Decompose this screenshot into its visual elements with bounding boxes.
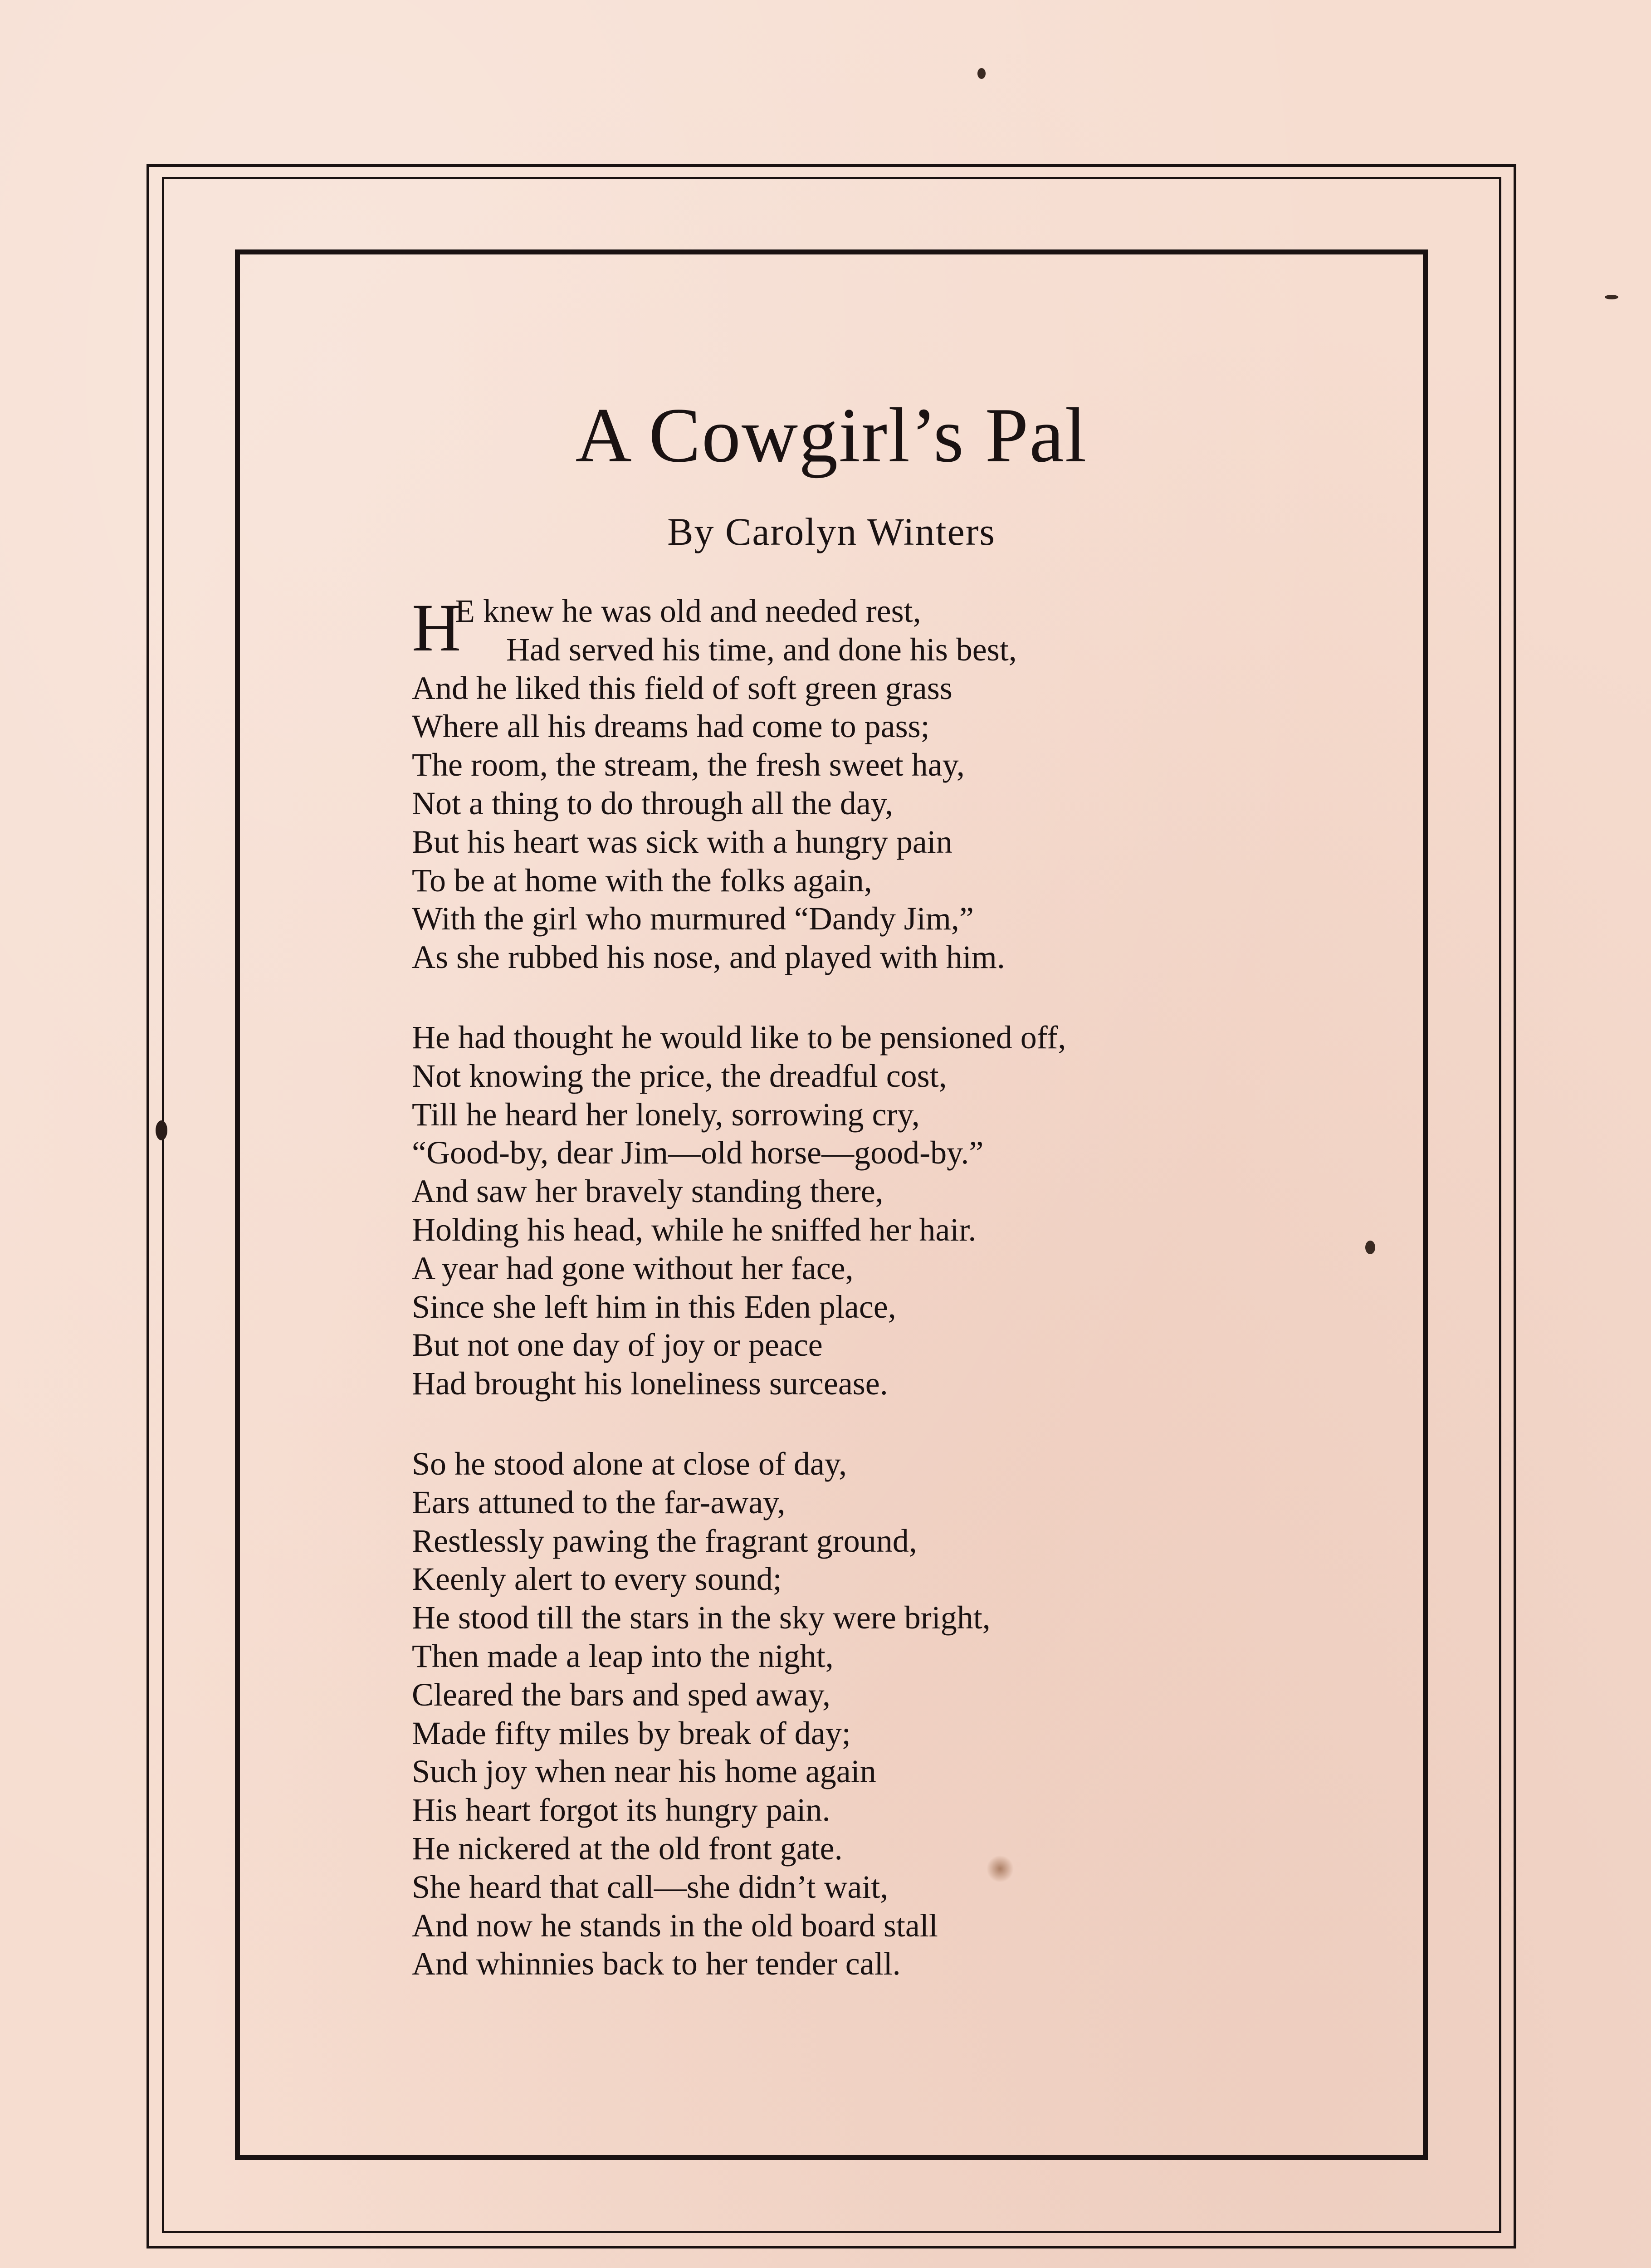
poem-line: Holding his head, while he sniffed her hair. <box>412 1211 977 1248</box>
poem-line: But not one day of joy or peace <box>412 1327 823 1364</box>
paper-stain <box>987 1855 1014 1882</box>
stanza-3 <box>412 1445 1387 1983</box>
poem-line: Had brought his loneliness surcease. <box>412 1365 888 1402</box>
poem-line: A year had gone without her face, <box>412 1250 854 1286</box>
poem-line: Not a thing to do through all the day, <box>412 785 894 821</box>
paper-speck <box>156 1120 167 1140</box>
poem-line: To be at home with the folks again, <box>412 862 872 899</box>
poem-line: And now he stands in the old board stall <box>412 1907 938 1944</box>
poem-line: His heart forgot its hungry pain. <box>412 1792 830 1828</box>
poem-byline: By Carolyn Winters <box>667 510 996 553</box>
poem-line: And whinnies back to her tender call. <box>412 1945 901 1982</box>
poem-line: Not knowing the price, the dreadful cost, <box>412 1057 947 1094</box>
paper-speck <box>977 68 986 79</box>
poem-line: Had served his time, and done his best, <box>506 631 1017 668</box>
poem-line: And saw her bravely standing there, <box>412 1173 884 1210</box>
poem-line: So he stood alone at close of day, <box>412 1445 847 1482</box>
paper-speck <box>1365 1241 1375 1254</box>
poem-line: Then made a leap into the night, <box>412 1637 834 1674</box>
poem-title: A Cowgirl’s Pal <box>575 392 1088 479</box>
poem-body <box>412 592 1387 1983</box>
paper-speck <box>1605 295 1618 299</box>
poem-line: He nickered at the old front gate. <box>412 1830 843 1867</box>
poem-line: Ears attuned to the far-away, <box>412 1484 786 1520</box>
stanza-2 <box>412 1018 1387 1403</box>
poem-line: As she rubbed his nose, and played with him. <box>412 939 1005 976</box>
stanza-1 <box>412 592 1387 977</box>
drop-cap-letter: H <box>412 590 461 665</box>
poem-line: She heard that call—she didn’t wait, <box>412 1868 889 1905</box>
poem-line: Made fifty miles by break of day; <box>412 1715 851 1751</box>
poem-line: Such joy when near his home again <box>412 1753 876 1790</box>
poem-line: With the girl who murmured “Dandy Jim,” <box>412 900 974 937</box>
poem-line: He stood till the stars in the sky were bright, <box>412 1599 991 1636</box>
poem-line: Since she left him in this Eden place, <box>412 1288 896 1325</box>
poem-line: Till he heard her lonely, sorrowing cry, <box>412 1096 920 1133</box>
poem-line: And he liked this field of soft green grass <box>412 670 952 706</box>
poem-line: Keenly alert to every sound; <box>412 1561 782 1598</box>
poem-line: Cleared the bars and sped away, <box>412 1676 830 1713</box>
poem-line: He had thought he would like to be pensioned off, <box>412 1019 1066 1056</box>
poem-line: Restlessly pawing the fragrant ground, <box>412 1522 917 1559</box>
poem-line: Where all his dreams had come to pass; <box>412 708 930 745</box>
poem-line: The room, the stream, the fresh sweet hay, <box>412 747 965 783</box>
poem-line: But his heart was sick with a hungry pain <box>412 823 952 860</box>
poem-line: “Good-by, dear Jim—old horse—good-by.” <box>412 1134 984 1171</box>
first-line-text: E knew he was old and needed rest, <box>455 593 921 629</box>
